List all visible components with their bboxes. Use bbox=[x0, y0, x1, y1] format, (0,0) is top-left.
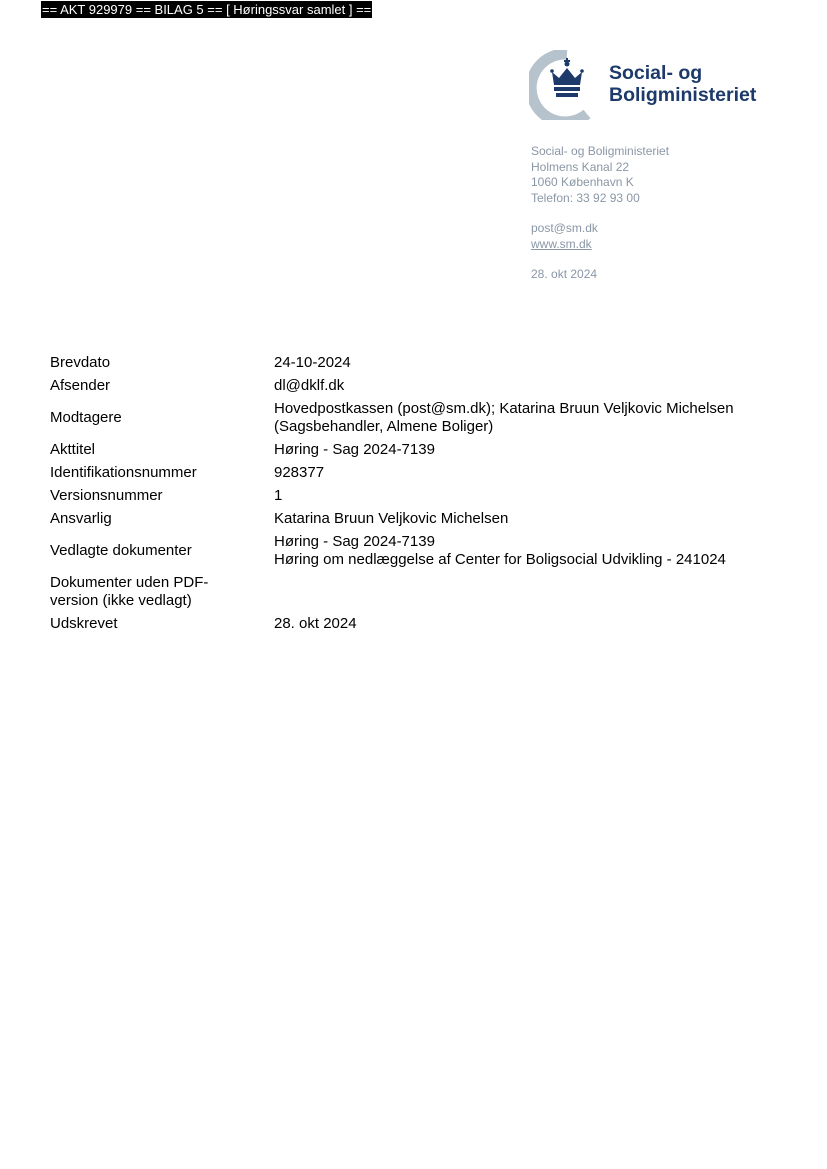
logo-wordmark bbox=[609, 62, 756, 106]
row-identifikationsnummer bbox=[50, 461, 734, 484]
value-ansvarlig: Katarina Bruun Veljkovic Michelsen bbox=[274, 509, 509, 527]
sender-website-link[interactable]: www.sm.dk bbox=[531, 236, 592, 251]
logo-line-2: Boligministeriet bbox=[609, 84, 757, 106]
label-uden-pdf-line-1: Dokumenter uden PDF- bbox=[50, 573, 209, 591]
logo-line-1: Social- og bbox=[609, 62, 703, 84]
value-akttitel: Høring - Sag 2024-7139 bbox=[274, 440, 435, 458]
row-versionsnummer bbox=[50, 484, 734, 507]
label-modtagere: Modtagere bbox=[50, 408, 122, 426]
label-dokumenter-uden-pdf bbox=[50, 571, 274, 612]
ministry-logo bbox=[529, 50, 779, 120]
value-identifikationsnummer: 928377 bbox=[274, 463, 325, 481]
value-vedlagte-dokumenter bbox=[274, 530, 734, 571]
sender-city: 1060 København K bbox=[531, 175, 634, 189]
label-versionsnummer: Versionsnummer bbox=[50, 486, 163, 504]
row-brevdato bbox=[50, 351, 734, 374]
modtagere-line-2: (Sagsbehandler, Almene Boliger) bbox=[274, 417, 494, 435]
label-udskrevet: Udskrevet bbox=[50, 614, 118, 632]
sender-address-block bbox=[531, 144, 669, 283]
row-ansvarlig bbox=[50, 507, 734, 530]
label-identifikationsnummer: Identifikationsnummer bbox=[50, 463, 197, 481]
document-stamp: == AKT 929979 == BILAG 5 == [ Høringssvar samlet ] == bbox=[42, 2, 372, 17]
value-brevdato: 24-10-2024 bbox=[274, 353, 351, 371]
value-udskrevet: 28. okt 2024 bbox=[274, 614, 357, 632]
label-afsender: Afsender bbox=[50, 376, 111, 394]
value-modtagere bbox=[274, 397, 734, 438]
row-modtagere bbox=[50, 397, 734, 438]
sender-name: Social- og Boligministeriet bbox=[531, 144, 670, 158]
row-vedlagte-dokumenter bbox=[50, 530, 734, 571]
row-dokumenter-uden-pdf bbox=[50, 571, 734, 612]
modtagere-line-1: Hovedpostkassen (post@sm.dk); Katarina Bruun Veljkovic Michelsen bbox=[274, 399, 734, 417]
sender-street: Holmens Kanal 22 bbox=[531, 159, 630, 174]
attachment-item: Høring - Sag 2024-7139 bbox=[274, 532, 435, 550]
label-vedlagte-dokumenter: Vedlagte dokumenter bbox=[50, 541, 192, 559]
value-afsender: dl@dklf.dk bbox=[274, 376, 345, 394]
sender-phone: Telefon: 33 92 93 00 bbox=[531, 190, 640, 205]
label-akttitel: Akttitel bbox=[50, 440, 96, 458]
sender-email: post@sm.dk bbox=[531, 221, 598, 235]
row-afsender bbox=[50, 374, 734, 397]
crown-emblem-icon bbox=[529, 50, 605, 120]
value-dokumenter-uden-pdf bbox=[274, 571, 734, 612]
label-ansvarlig: Ansvarlig bbox=[50, 509, 112, 527]
sender-date: 28. okt 2024 bbox=[531, 267, 598, 281]
label-uden-pdf-line-2: version (ikke vedlagt) bbox=[50, 591, 192, 609]
attachment-item: Høring om nedlæggelse af Center for Boligsocial Udvikling - 241024 bbox=[274, 550, 726, 568]
document-metadata-table bbox=[50, 351, 734, 635]
label-brevdato: Brevdato bbox=[50, 353, 111, 371]
row-udskrevet bbox=[50, 612, 734, 635]
value-versionsnummer: 1 bbox=[274, 486, 283, 504]
row-akttitel bbox=[50, 438, 734, 461]
